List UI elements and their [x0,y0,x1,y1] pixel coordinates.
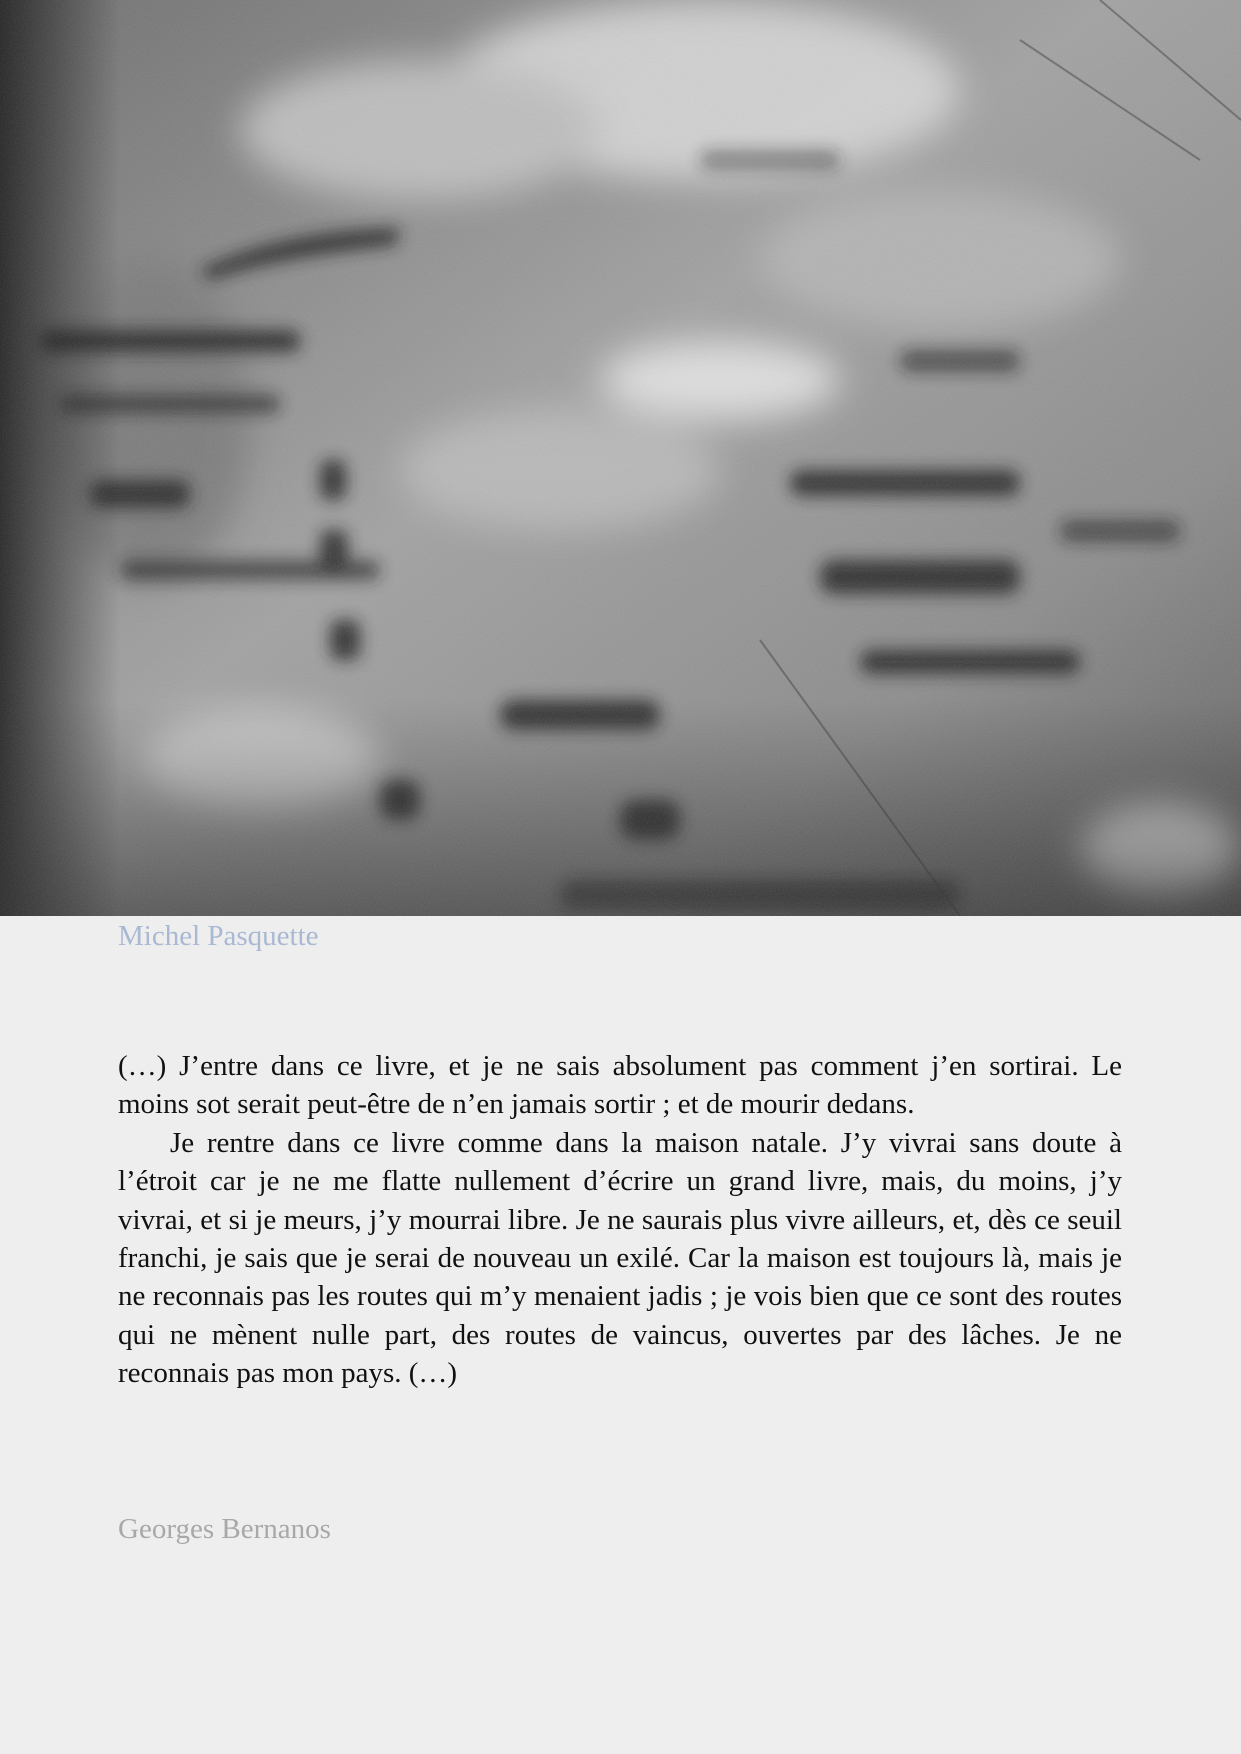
photo-credit: Michel Pasquette [118,920,319,952]
quote-paragraph-2: Je rentre dans ce livre comme dans la maison natale. J’y vivrai sans doute à l’étroit car je ne me flatte nullement d’écrire un grand livre, mais, du moins, j’y vivrai, et si je meurs, j’y mourrai libre. Je ne saurais plus vivre ailleurs, et, dès ce seuil franchi, je sais que je serai de nouveau un exilé. Car la maison est toujours là, mais je ne reconnais pas les routes qui m’y menaient jadis ; je vois bien que ce sont des routes qui ne mènent nulle part, des routes de vaincus, ouvertes par des lâches. Je ne reconnais pas mon pays. (…) [118,1126,1122,1390]
quote-author: Georges Bernanos [118,1513,331,1545]
quote-text [118,1047,1122,1393]
quote-paragraph-1: (…) J’entre dans ce livre, et je ne sais absolument pas comment j’en sortirai. Le moins sot serait peut-être de n’en jamais sortir ; et de mourir dedans. [118,1050,1122,1121]
